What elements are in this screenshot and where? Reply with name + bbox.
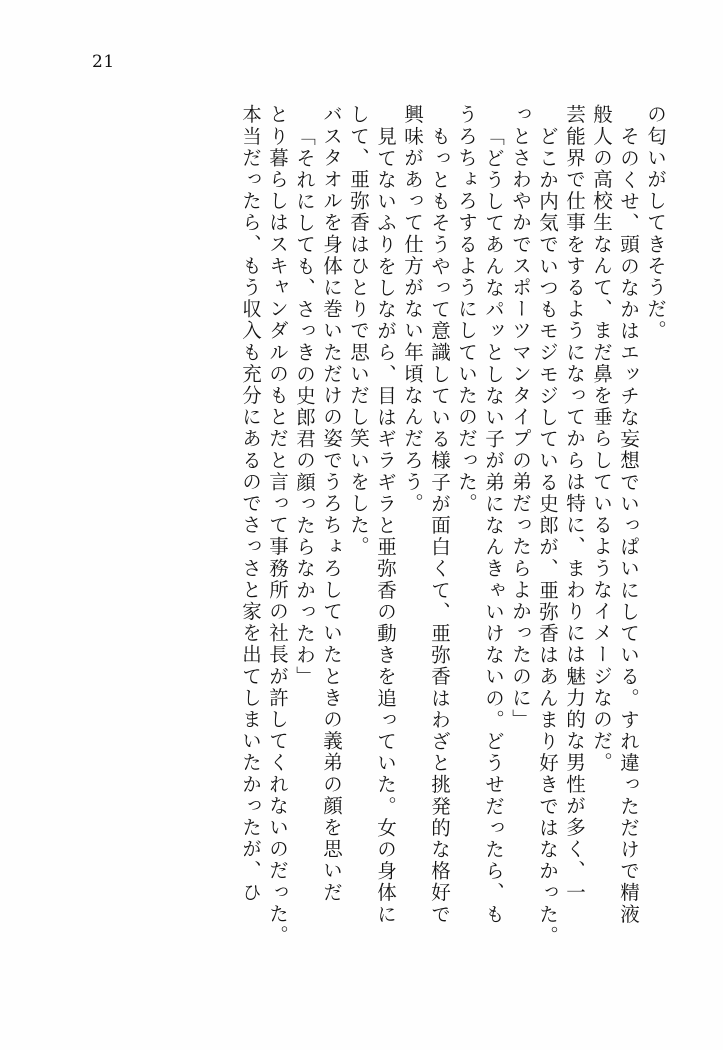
text-line: して、亜弥香はひとりで思いだし笑いをした。 [347, 104, 370, 558]
text-line: 「どうしてあんなパッとしない子が弟になんきゃいけないの。どうせだったら、も [482, 126, 505, 926]
text-line: の匂いがしてきそうだ。 [644, 104, 667, 342]
text-line: 般人の高校生なんて、まだ鼻を垂らしているようなイメージなのだ。 [590, 104, 613, 774]
text-line: っとさわやかでスポーツマンタイプの弟だったらよかったのに」 [509, 104, 532, 731]
text-line: うろちょろするようにしていたのだった。 [455, 104, 478, 515]
text-line: 興味があって仕方がない年頃なんだろう。 [401, 104, 424, 515]
body-text-block [233, 104, 665, 964]
text-line: もっともそうやって意識している様子が面白くて、亜弥香はわざと挑発的な格好で [428, 126, 451, 926]
page-number: 21 [92, 52, 115, 72]
text-line: 見てないふりをしながら、目はギラギラと亜弥香の動きを追っていた。女の身体に [374, 126, 397, 926]
text-line: とり暮らしはスキャンダルのもとだと言って事務所の社長が許してくれないのだった。 [266, 104, 289, 947]
text-line: どこか内気でいつもモジモジしている史郎が、亜弥香はあんまり好きではなかった。 [536, 126, 559, 947]
text-line: そのくせ、頭のなかはエッチな妄想でいっぱいにしている。すれ違っただけで精液 [617, 126, 640, 926]
text-line: 本当だったら、もう収入も充分にあるのでさっさと家を出てしまいたかったが、ひ [239, 104, 262, 904]
text-line: バスタオルを身体に巻いただけの姿でうろちょろしていたときの義弟の顔を思いだ [320, 104, 343, 904]
text-line: 「それにしても、さっきの史郎君の顔ったらなかったわ」 [293, 126, 316, 688]
text-line: 芸能界で仕事をするようになってからは特に、まわりには魅力的な男性が多く、一 [563, 104, 586, 904]
